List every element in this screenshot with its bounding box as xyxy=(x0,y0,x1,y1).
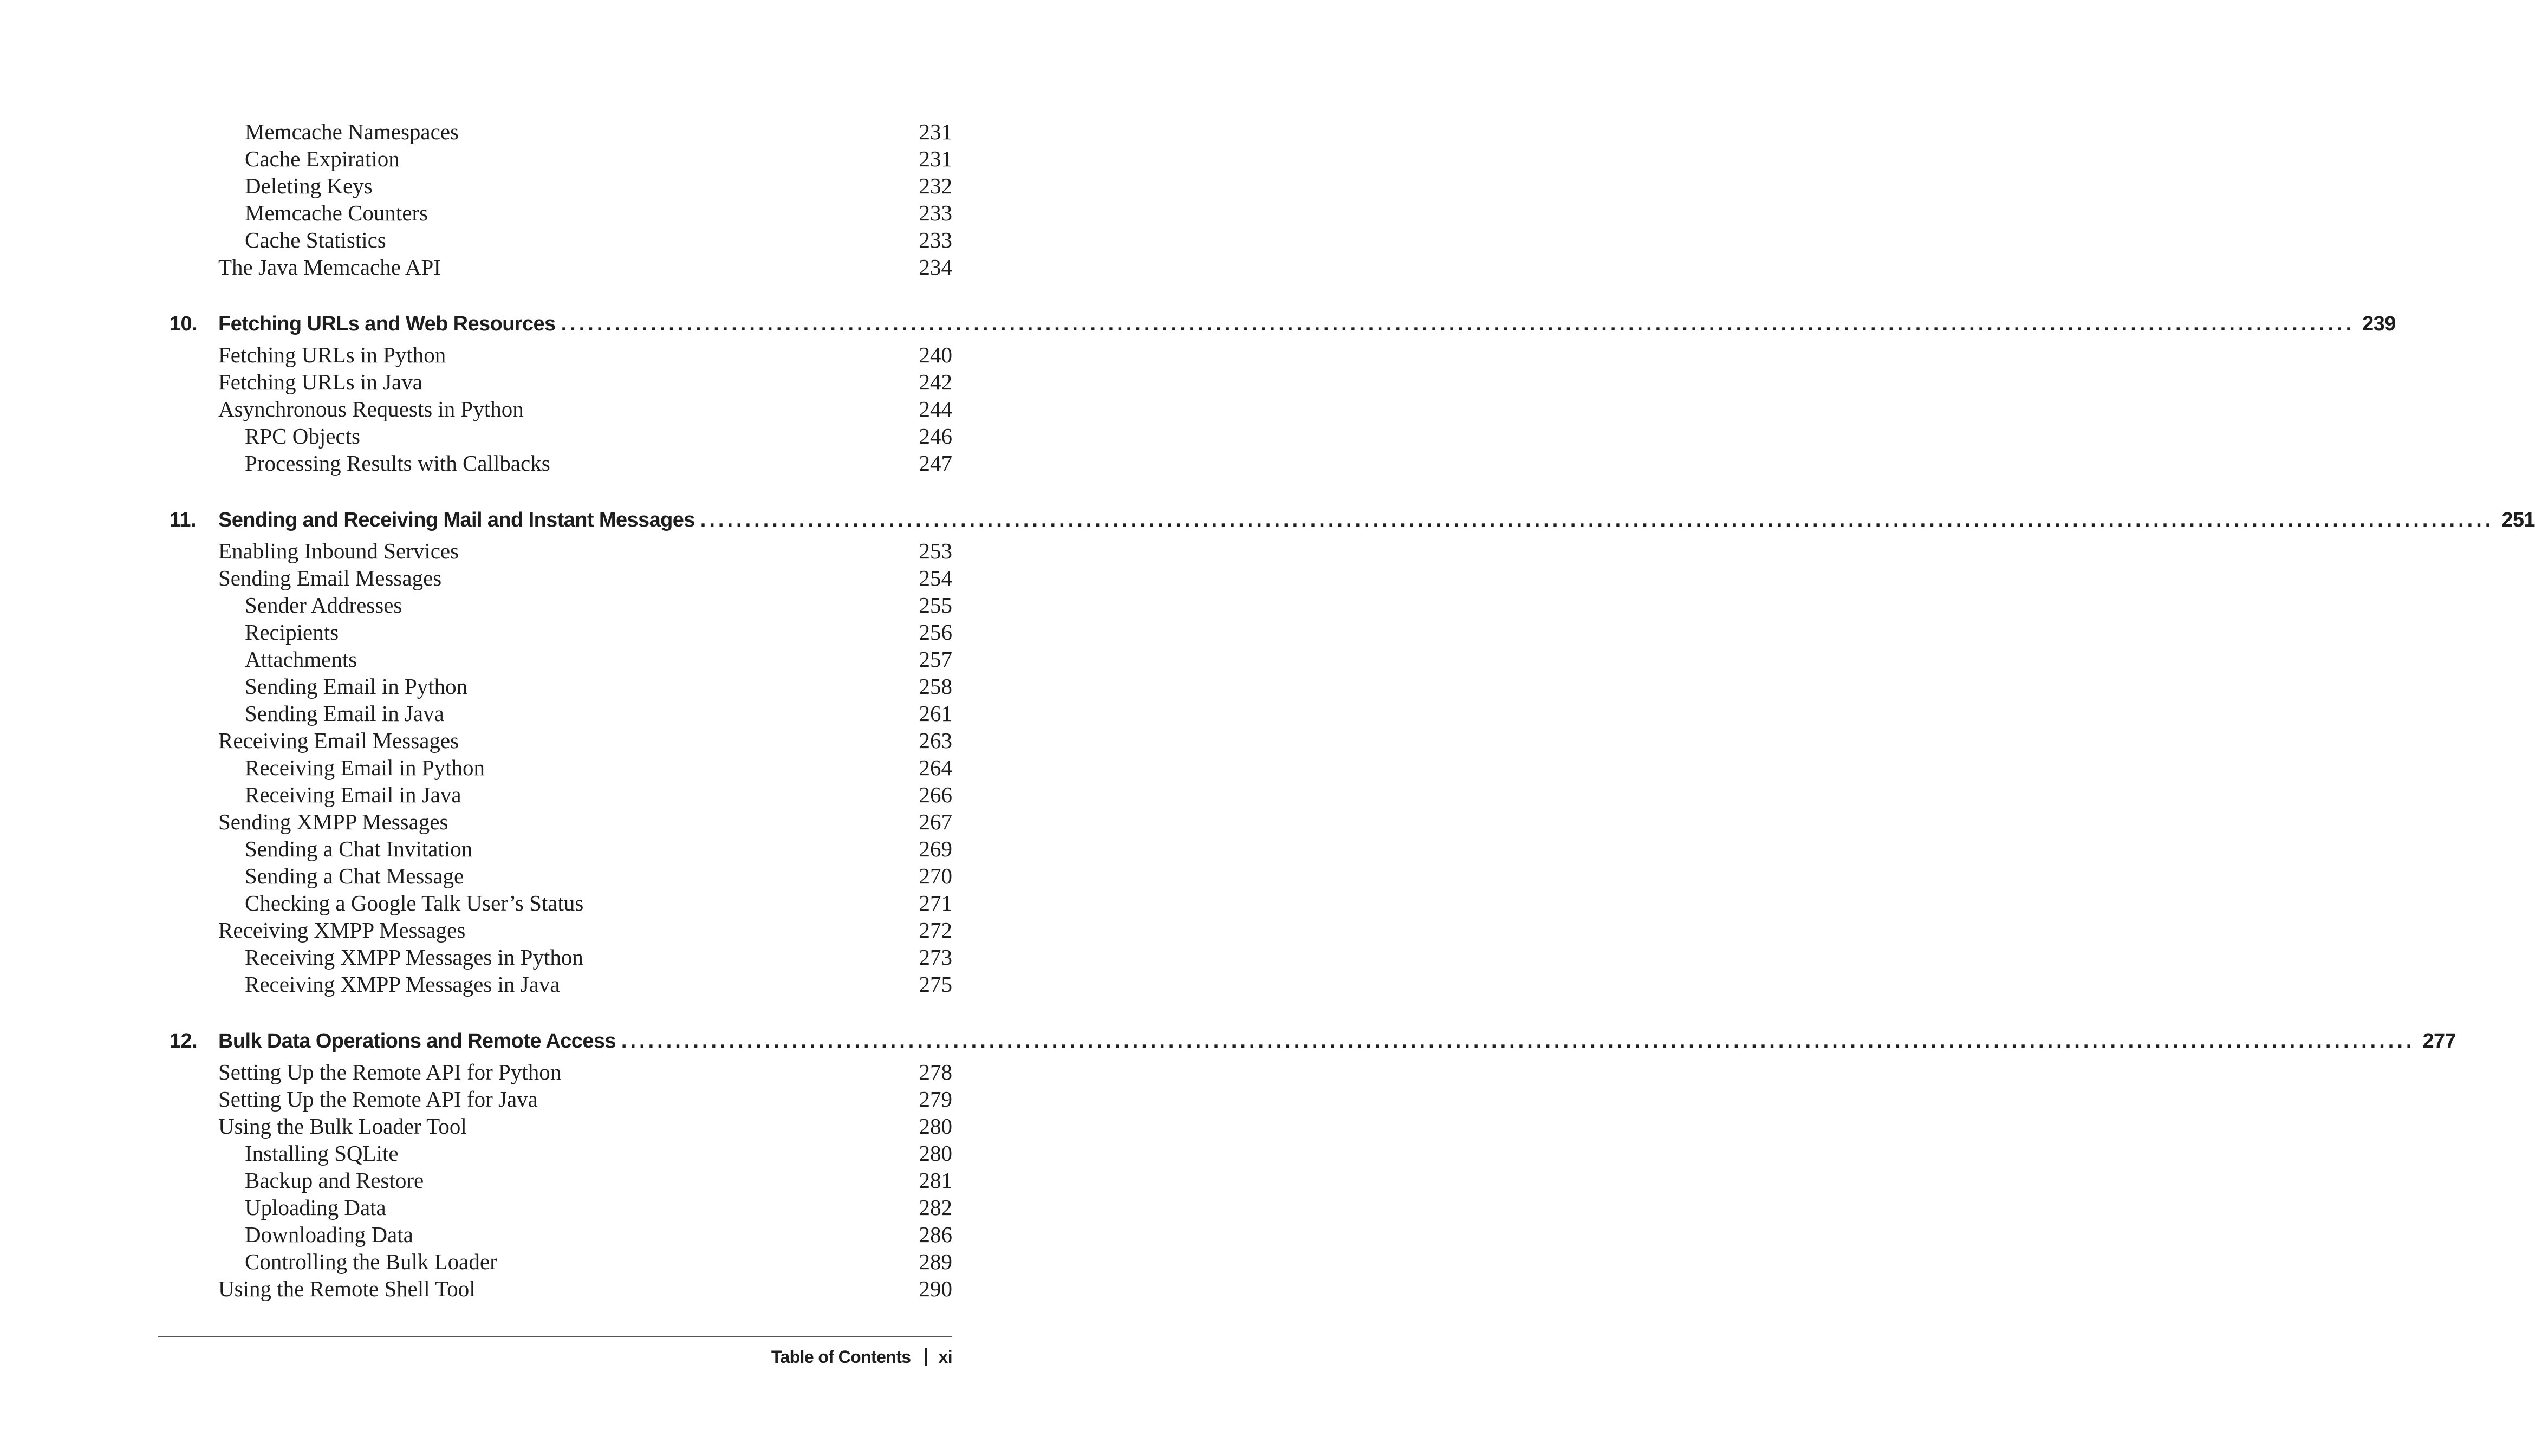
toc-entry-title[interactable]: Receiving XMPP Messages xyxy=(218,918,466,942)
chapter-page-number: 277 xyxy=(2422,1030,2456,1052)
toc-entry-page-number: 233 xyxy=(919,227,952,252)
toc-entry-title[interactable]: Memcache Counters xyxy=(245,200,428,225)
chapter-number: 10. xyxy=(170,313,198,335)
toc-entry-title[interactable]: Memcache Namespaces xyxy=(245,119,459,144)
toc-entry-page-number: 258 xyxy=(919,674,952,699)
toc-entry-page-number: 289 xyxy=(919,1249,952,1274)
toc-entry[interactable] xyxy=(0,537,1109,564)
toc-entry-title[interactable]: Sender Addresses xyxy=(245,593,402,618)
toc-entry-page-number: 263 xyxy=(919,728,952,753)
toc-entry[interactable] xyxy=(0,253,1109,281)
toc-entry-title[interactable]: The Java Memcache API xyxy=(218,255,441,280)
toc-entry[interactable] xyxy=(0,1140,1109,1167)
toc-entry-page-number: 256 xyxy=(919,620,952,645)
toc-entry[interactable] xyxy=(0,1113,1109,1140)
toc-entry[interactable] xyxy=(0,646,1109,673)
toc-entry-page-number: 255 xyxy=(919,593,952,618)
toc-entry-title[interactable]: Backup and Restore xyxy=(245,1168,424,1193)
chapter-title[interactable]: Sending and Receiving Mail and Instant Messages xyxy=(218,505,700,535)
toc-entry-page-number: 257 xyxy=(919,647,952,672)
toc-entry-title[interactable]: Setting Up the Remote API for Java xyxy=(218,1087,538,1112)
toc-entry-page-number: 266 xyxy=(919,782,952,807)
toc-entry-page-number: 254 xyxy=(919,566,952,590)
chapter-page-number: 251 xyxy=(2501,509,2535,531)
toc-entry[interactable] xyxy=(0,226,1109,253)
chapter-page-number: 239 xyxy=(2362,313,2396,335)
toc-entry-title[interactable]: Fetching URLs in Python xyxy=(218,342,446,367)
toc-entry-title[interactable]: Sending Email in Python xyxy=(245,674,468,699)
toc-entry-page-number: 240 xyxy=(919,342,952,367)
toc-entry-page-number: 272 xyxy=(919,918,952,942)
toc-entry-page-number: 280 xyxy=(919,1114,952,1139)
toc-entry-title[interactable]: Receiving Email in Java xyxy=(245,782,461,807)
footer-separator xyxy=(925,1348,927,1366)
toc-entry[interactable] xyxy=(0,592,1109,619)
leader-dots: ........................................................................................................................................................................................................ xyxy=(561,313,2355,335)
toc-entry-title[interactable]: Downloading Data xyxy=(245,1222,413,1247)
chapter-number: 11. xyxy=(170,509,196,531)
footer-title: Table of Contents xyxy=(771,1347,911,1367)
toc-entry-page-number: 280 xyxy=(919,1141,952,1166)
toc-entry[interactable] xyxy=(0,1221,1109,1248)
toc-entry-title[interactable]: Enabling Inbound Services xyxy=(218,538,459,563)
toc-entry-title[interactable]: Receiving Email in Python xyxy=(245,755,485,780)
chapter-title[interactable]: Bulk Data Operations and Remote Access xyxy=(218,1026,621,1056)
toc-entry-page-number: 269 xyxy=(919,836,952,861)
toc-entry-page-number: 261 xyxy=(919,701,952,726)
toc-entry[interactable] xyxy=(0,781,1109,808)
toc-entry[interactable] xyxy=(0,700,1109,727)
toc-entry-title[interactable]: Sending Email in Java xyxy=(245,701,444,726)
toc-entry-page-number: 233 xyxy=(919,200,952,225)
toc-entry-title[interactable]: Checking a Google Talk User’s Status xyxy=(245,890,584,915)
toc-entry[interactable] xyxy=(0,172,1109,199)
toc-entry-page-number: 232 xyxy=(919,173,952,198)
toc-entry-title[interactable]: RPC Objects xyxy=(245,424,360,448)
leader-dots: ........................................................................................................................................................................................................ xyxy=(700,509,2494,531)
toc-entry-title[interactable]: Processing Results with Callbacks xyxy=(245,451,550,476)
toc-entry[interactable] xyxy=(0,1275,1109,1302)
toc-entry-title[interactable]: Asynchronous Requests in Python xyxy=(218,396,524,421)
toc-entry-page-number: 279 xyxy=(919,1087,952,1112)
toc-entry-page-number: 246 xyxy=(919,424,952,448)
toc-entry[interactable] xyxy=(0,971,1109,998)
footer-divider xyxy=(158,1336,952,1337)
toc-entry[interactable] xyxy=(0,199,1109,226)
chapter-leader xyxy=(218,309,2396,339)
toc-entry-title[interactable]: Setting Up the Remote API for Python xyxy=(218,1060,562,1084)
toc-entry-title[interactable]: Receiving XMPP Messages in Java xyxy=(245,972,560,997)
chapter-leader xyxy=(218,1026,2456,1056)
toc-entry-title[interactable]: Receiving Email Messages xyxy=(218,728,459,753)
toc-entry[interactable] xyxy=(0,450,1109,477)
toc-entry-page-number: 270 xyxy=(919,863,952,888)
toc-entry-title[interactable]: Installing SQLite xyxy=(245,1141,399,1166)
toc-entry-page-number: 275 xyxy=(919,972,952,997)
toc-entry[interactable] xyxy=(0,145,1109,172)
toc-entry-page-number: 278 xyxy=(919,1060,952,1084)
toc-entry-title[interactable]: Uploading Data xyxy=(245,1195,386,1220)
toc-entry[interactable] xyxy=(0,1086,1109,1113)
chapter-heading[interactable] xyxy=(0,1026,2456,1056)
chapter-leader xyxy=(218,505,2535,535)
toc-entry-page-number: 281 xyxy=(919,1168,952,1193)
chapter-heading[interactable] xyxy=(0,505,2535,535)
toc-entry-page-number: 271 xyxy=(919,890,952,915)
toc-entry[interactable] xyxy=(0,754,1109,781)
toc-entry-page-number: 282 xyxy=(919,1195,952,1220)
toc-entry[interactable] xyxy=(0,395,1109,422)
toc-entry-page-number: 231 xyxy=(919,119,952,144)
toc-entry[interactable] xyxy=(0,916,1109,944)
toc-entry[interactable] xyxy=(0,944,1109,971)
toc-entry-title[interactable]: Fetching URLs in Java xyxy=(218,369,422,394)
toc-entry-title[interactable]: Using the Bulk Loader Tool xyxy=(218,1114,467,1139)
toc-entry-title[interactable]: Recipients xyxy=(245,620,339,645)
toc-entry-page-number: 264 xyxy=(919,755,952,780)
page-footer xyxy=(771,1343,952,1370)
toc-entry[interactable] xyxy=(0,1248,1109,1275)
toc-entry[interactable] xyxy=(0,835,1109,862)
toc-entry-title[interactable]: Attachments xyxy=(245,647,358,672)
toc-entry-title[interactable]: Sending XMPP Messages xyxy=(218,809,448,834)
toc-entry-page-number: 247 xyxy=(919,451,952,476)
chapter-number: 12. xyxy=(170,1030,198,1052)
toc-entry[interactable] xyxy=(0,368,1109,395)
toc-entry[interactable] xyxy=(0,422,1109,450)
toc-entry-title[interactable]: Cache Statistics xyxy=(245,227,386,252)
chapter-heading[interactable] xyxy=(0,309,2396,339)
toc-entry-title[interactable]: Controlling the Bulk Loader xyxy=(245,1249,497,1274)
toc-entry-page-number: 273 xyxy=(919,945,952,970)
leader-dots: ........................................................................................................................................................................................................ xyxy=(621,1030,2415,1052)
toc-entry[interactable] xyxy=(0,118,1109,145)
toc-entry-title[interactable]: Receiving XMPP Messages in Python xyxy=(245,945,583,970)
toc-entry-title[interactable]: Sending a Chat Message xyxy=(245,863,464,888)
toc-entry[interactable] xyxy=(0,673,1109,700)
toc-entry-title[interactable]: Sending Email Messages xyxy=(218,566,442,590)
toc-entry[interactable] xyxy=(0,1058,1109,1086)
toc-entry-page-number: 244 xyxy=(919,396,952,421)
toc-entry[interactable] xyxy=(0,889,1109,916)
toc-entry[interactable] xyxy=(0,727,1109,754)
toc-entry-title[interactable]: Sending a Chat Invitation xyxy=(245,836,473,861)
toc-entry[interactable] xyxy=(0,341,1109,368)
toc-entry-page-number: 231 xyxy=(919,146,952,171)
toc-entry[interactable] xyxy=(0,1194,1109,1221)
chapter-title[interactable]: Fetching URLs and Web Resources xyxy=(218,309,561,339)
toc-entry-page-number: 242 xyxy=(919,369,952,394)
toc-entry-page-number: 267 xyxy=(919,809,952,834)
toc-entry[interactable] xyxy=(0,564,1109,592)
toc-entry-page-number: 253 xyxy=(919,538,952,563)
toc-entry[interactable] xyxy=(0,1167,1109,1194)
toc-entry[interactable] xyxy=(0,808,1109,835)
footer-page-number: xi xyxy=(938,1347,952,1367)
toc-entry[interactable] xyxy=(0,862,1109,889)
toc-entry-page-number: 234 xyxy=(919,255,952,280)
toc-entry-page-number: 290 xyxy=(919,1276,952,1301)
toc-entry-page-number: 286 xyxy=(919,1222,952,1247)
toc-entry-title[interactable]: Deleting Keys xyxy=(245,173,373,198)
toc-entry-title[interactable]: Using the Remote Shell Tool xyxy=(218,1276,476,1301)
toc-entry[interactable] xyxy=(0,619,1109,646)
toc-entry-title[interactable]: Cache Expiration xyxy=(245,146,400,171)
